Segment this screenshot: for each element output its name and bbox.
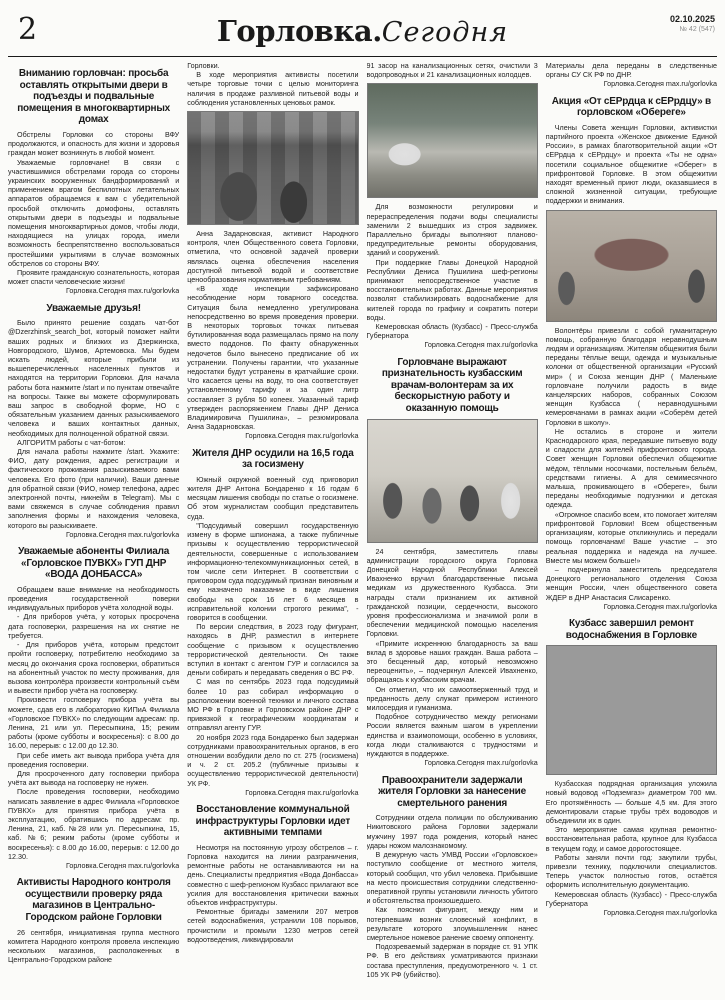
headline-obereg-action: Акция «От сЕРрдца к сЕРрдцу» в горловском «Обереге»: [551, 95, 711, 119]
article-para: Как пояснил фигурант, между ним и потерпевшим возник словесный конфликт, в результате которого злоумышленник нанес смертельное ножевое ранение своему оппоненту.: [366, 905, 538, 942]
headline-treason-sentence: Жителя ДНР осудили на 16,5 года за госизмену: [192, 447, 354, 471]
article-para: Проявите гражданскую сознательность, которая может спасти человеческие жизни!: [8, 268, 180, 287]
article-para: «Огромное спасибо всем, кто помогает жителям прифронтовой Горловки! Всем общественным организациям, которые откликнулись и передали помощь горловчанам! Ваше участие – это реальная поддержка и надежда на лучшее. Вместе мы можем больше!»: [545, 509, 717, 565]
article-sig: Горловка.Сегодня max.ru/gorlovka: [66, 286, 180, 296]
article-cont: Материалы дела переданы в следственные органы СУ СК РФ по ДНР.: [545, 61, 717, 80]
store-inspection-photo: [187, 111, 358, 225]
article-para: - Для приборов учёта, которым предстоит пройти госповерку, потребителю необходимо за месяц до окончания срока госповерки, обратиться на абонентный участок по месту проживания, для вызова контролёра произвести контрольный съём и вывести прибор учёта на госповерку.: [8, 640, 180, 696]
article-para: 20 ноября 2023 года Бондаренко был задержан сотрудниками правоохранительных органов, в его отношении возбудили дело по ст. 275 (госизмена) и ч. 2 ст. 205.2 (публичные призывы к осуществлению террористической деятельности) УК РФ.: [187, 732, 359, 788]
article-cont: 91 засор на канализационных сетях, очистили 3 водопроводных и 21 канализационных колодцев.: [366, 61, 538, 80]
column-4: [546, 61, 717, 997]
article-para: "Подсудимый совершил государственную измену в форме шпионажа, а также публичные призывы к осуществлению террористической деятельности, совершенные с использованием информационно-телекоммуникационных сетей, в том числе сети Интернет. В соответствии с приговором суда подсудимый признан виновным и ему назначено наказание в виде лишения свободы на срок 16 лет 6 месяцев в исправительной колонии строгого режима", - говорится в сообщении.: [187, 520, 359, 622]
page-number: 2: [18, 12, 38, 47]
article-para: Члены Совета женщин Горловки, активистки партийного проекта «Женское движение Единой России», в рамках благотворительной акции «От сЕРрдца к сЕРрдцу» и проекта «Ты не одна» посетили социальное общежитие «Оберег» в прифронтовой Горловке. В этом общежитии находят временный приют люди, оказавшиеся в сложной жизненной ситуации, требующие поддержки и внимания.: [545, 122, 717, 206]
article-para: АЛГОРИТМ работы с чат-ботом:: [17, 437, 126, 447]
issue-date: 02.10.2025: [669, 14, 715, 24]
headline-detained: Правоохранители задержали жителя Горловки за нанесение смертельного ранения: [378, 774, 526, 809]
article-para: При поддержке Главы Донецкой Народной Республики Дениса Пушилина шеф-регионы принимают непосредственное участие в восстановительных работах. Данные мероприятия позволят стабилизировать водоснабжение для жителей города по графику и сократить потери воды.: [366, 257, 538, 322]
street-repair-photo: [367, 83, 538, 198]
article-para: Несмотря на постоянную угрозу обстрелов – г. Горловка находится на линии разграничения, ремонтные работы не останавливаются ни на день. Специалисты предприятия «Вода Донбасса» совместно с шеф-регионом Кузбасс прилагают все усилия для восстановления критически важных объектов инфраструктуры.: [187, 842, 359, 907]
article-sig: Горловка.Сегодня max.ru/gorlovka: [603, 601, 717, 611]
article-para: Уважаемые горловчане! В связи с участившимися обстрелами города со стороны украинских вооруженных бандформирований и применением врагом беспилотных летательных аппаратов обращаемся к вам с убедительной просьбой отключить домофоны, оставлять открытыми двери в подъезды и подвальные помещения многоквартирных домов, чтобы люди, находящиеся на улицах города, имели возможность беспрепятственно воспользоваться простейшими укрытиями в случае возможных обстрелов со стороны ВФУ.: [8, 157, 180, 268]
article-sig: Горловка.Сегодня max.ru/gorlovka: [603, 907, 717, 917]
headline-kuzbass-water: Кузбасс завершил ремонт водоснабжения в Горловке: [565, 617, 697, 641]
doctors-awards-photo: [367, 419, 538, 543]
article-para: С мая по сентябрь 2023 года подсудимый более 10 раз собирал информацию о расположении военной техники и личного состава МО РФ в Горловке и Горловском районе ДНР с привязкой к географическим координатам и отправлял агенту ГУР.: [187, 677, 359, 733]
article-para: Кемеровская область (Кузбасс) - Пресс-служба Губернатора: [545, 889, 717, 908]
headline-dear-friends: Уважаемые друзья!: [46, 302, 141, 314]
article-sig: Горловка.Сегодня max.ru/gorlovka: [603, 79, 717, 89]
shelter-group-photo: [546, 210, 717, 322]
article-para: - Для приборов учёта, у которых просрочена дата госповерки, разрешения на их снятие не требуется.: [8, 612, 180, 640]
article-para: Для начала работы нажмите /start. Укажите: ФИО, дату рождения, адрес регистрации и фактического проживания разыскиваемого вами человека. Его фото (при наличии). Ваши данные для обратной связи (ФИО, номер телефона, адрес электронной почты, никнейм в Telegram). Мы с вами свяжемся в случае соблюдения правил заполнения формы и нахождения человека, которого вы разыскиваете.: [8, 447, 180, 530]
masthead: [8, 14, 717, 48]
article-para: 26 сентября, инициативная группа местного комитета Народного контроля провела инспекцию нескольких магазинов, расположенных в Центрально-Городском районе: [8, 927, 180, 965]
article-para: После проведения госповерки, необходимо написать заявление в адрес Филиала «Горловское ПУВКХ» для принятия прибора учёта в эксплуатацию, обратившись по адресам: пр. Ленина, 21, каб. №28 или ул. Пересыпкина, 15, каб. №6; режим работы (кроме субботы и воскресенья): с 8.00 до 16.00, перерыв: с 12.00 до 12.30.: [8, 787, 180, 861]
article-cont: Горловки.: [187, 61, 220, 70]
headline-narodny-kontrol: Активисты Народного контроля осуществили проверку ряда магазинов в Центрально-Городском районе Горловки: [16, 877, 171, 923]
headline-open-doors: Вниманию горловчан: просьба оставлять открытыми двери в подъезды и подвальные помещения в многоквартирных домах: [17, 68, 171, 126]
article-para: Для возможности регулировки и перераспределения подачи воды специалисты заменили 2 вышедших из строя задвижек. Параллельно бригады выполняют планово-предупредительные ремонты оборудования, зданий и сооружений.: [366, 202, 538, 258]
article-sig: Горловка.Сегодня max.ru/gorlovka: [66, 860, 180, 870]
article-para: Волонтёры привезли с собой гуманитарную помощь, собранную благодаря неравнодушным людям и организациям. Жителям общежития были переданы тёплые вещи, одежда и музыкальные колонки от общественной организации «Русский мир» ( и Союза женщин ДНР ( Маленькие горловчане получили радость в виде канцелярских наборов, собранных Союзом женщин Кузбасса ( неравнодушными кемеровчанами в рамках акции «Соберём детей Горловки в школу».: [545, 325, 717, 427]
article-sig: Горловка.Сегодня max.ru/gorlovka: [245, 787, 359, 797]
article-para: 24 сентября, заместитель главы администрации городского округа Горловка Донецкой Народной Республики Алексей Ивахненко вручил благодарственные письма медикам из дружественного Кузбасса. Эти награды стали признанием их активной гражданской позиции, сердечности, высокого уровня профессионализма и значимой роли в обеспечении медицинской помощью населения Горловки.: [366, 546, 538, 639]
article-sig: Горловка.Сегодня max.ru/gorlovka: [245, 431, 359, 441]
headline-infrastructure: Восстановление коммунальной инфраструктуры Горловки идет активными темпами: [195, 803, 351, 839]
article-para: При себе иметь акт вывода прибора учёта для проведения госповерки.: [8, 750, 180, 769]
column-2: [187, 61, 358, 997]
article-para: Это мероприятие самая крупная ремонтно-восстановительная работа, крупное для Кузбасса в текущем году, и самое дорогостоящее.: [545, 825, 717, 853]
article-para: Подозреваемый задержан в порядке ст. 91 УПК РФ. В его действиях усматриваются признаки состава преступления, предусмотренного ч. 1 ст. 105 УК РФ (убийство).: [366, 942, 538, 979]
article-para: Кузбасская подрядная организация уложила новый водовод «Подземгаз» диаметром 700 мм. Его протяжённость — больше 4,5 км. Для этого демонтировали старые трубы трёх водоводов и объединили их в один.: [545, 779, 717, 825]
article-para: «В ходе инспекции зафиксировано несоблюдение норм товарного соседства. Ситуация была немедленно урегулирована непосредственно во время проведения проверки. В некоторых торговых точках питьевая бутилированная вода размещалась прямо на полу вместо поддонов. По факту обнаруженных недочетов было вынесено предписание об их устранении. Получены гарантии, что указанные недостатки будут устранены в кратчайшие сроки. Что касается цены на воду, то она соответствует установленному тарифу и за один литр составляет 3 рубля 50 копеек. Указанный тариф утвержден распоряжением Главы ДНР Дениса Владимировича Пушилина», – резюмировала Анна Задарновская.: [187, 284, 359, 432]
article-para: По версии следствия, в 2023 году фигурант, находясь в ДНР, разместил в интернете сообщение с призывом к осуществлению террористической деятельности. Он также вступил в контакт с агентом ГУР и согласился за деньги собирать и передавать сведения о ВС РФ.: [187, 622, 359, 678]
column-3: [367, 61, 538, 997]
article-para: Было принято решение создать чат-бот @Dzerzhinsk_search_bot, который поможет найти ваших родных и близких из Дзержинска, Новгородского, Шумов, Артемовска. Мы будем искать людей, которые прибыли из вышеперечисленных населенных пунктов и находятся на территории Горловки. Для начала работы бота нажмите /start и по пунктам отвечайте на вопросы. Также вы можете сформулировать ваш запрос в свободной форме, НО с обязательным указанием данных разыскиваемого человека и ваших контактных данных, необходимых для полноценной обратной связи.: [8, 318, 180, 438]
column-1: [8, 61, 179, 997]
article-para: Работы заняли почти год: закупили трубы, привезли технику, подключили специалистов. Теперь участок полностью готов, остаётся оформить исполнительную документацию.: [545, 852, 717, 890]
masthead-title: Горловка.: [216, 14, 382, 48]
headline-kuzbass-doctors: Горловчане выражают признательность кузбасским врачам-волонтерам за их бескорыстную работу и оказанную помощь: [381, 356, 523, 415]
article-para: Сотрудники отдела полиции по обслуживанию Никитовского района Горловки задержали мужчину 1997 года рождения, который нанес удары ножом малознакомому.: [366, 813, 538, 850]
article-para: «Примите искреннюю благодарность за ваш вклад в здоровье наших граждан. Ваша работа – это бесценный дар, который невозможно переоценить», – подчеркнул Алексей Ивахненко, обращаясь к кузбасским врачам.: [366, 638, 538, 685]
article-sig: Горловка.Сегодня max.ru/gorlovka: [66, 529, 180, 539]
article-para: Анна Задарновская, активист Народного контроля, член Общественного совета Горловки, отметила, что основной задачей проверки являлась оценка обеспечения населения доступной питьевой водой и соответствие ценообразования нормативным требованиям.: [187, 229, 359, 285]
issue-number: № 42 (547): [679, 26, 715, 33]
article-para: – подчеркнула заместитель председателя Донецкого регионального отделения Союза женщин России, член общественного совета ЖДЕР в ДНР Анастасия Слисаренко.: [545, 564, 717, 602]
article-para: Для просроченного дату госповерки прибора учёта акт вывода на госповерку не нужен.: [8, 768, 180, 788]
article-para: Южный окружной военный суд приговорил жителя ДНР Антона Бондаренко к 16 годам 6 месяцам лишения свободы по статье о госизмене. Об этом журналистам сообщил представитель суда.: [187, 474, 359, 521]
article-para: Ремонтные бригады заменили 207 метров сетей водоснабжения, устранили 108 порывов, прочистили и промыли 1230 метров сетей водоотведения, ликвидировали: [187, 907, 359, 944]
article-para: В дежурную часть УМВД России «Горловское» поступило сообщение от местного жителя, который сообщил, что убил человека. Прибывшие на место происшествия сотрудники следственно-оперативной группы установили личность убитого и обстоятельства произошедшего.: [366, 850, 538, 906]
headline-voda-donbassa: Уважаемые абоненты Филиала «Горловское ПУВКХ» ГУП ДНР «ВОДА ДОНБАССА»: [18, 546, 170, 581]
article-para: Обстрелы Горловки со стороны ВФУ продолжаются, и опасность для жизни и здоровья граждан может возникнуть в любой момент.: [8, 129, 180, 158]
article-para: Не остались в стороне и жители Краснодарского края, передавшие питьевую воду и сладости для жителей прифронтового города. Совет женщин Горловки обеспечил общежитие мёдом, тёплыми носочками, постельным бельём, средствами гигиены. А для семимесячного малыша, проживающего в «Обереге», были переданы необходимые подгузники и детская одежда.: [545, 426, 717, 510]
article-sig: Горловка.Сегодня max.ru/gorlovka: [424, 758, 538, 768]
columns: [0, 57, 725, 997]
article-para: Произвести госповерку прибора учёта вы можете, сдав его в лабораторию КИПиА Филиала «Горловское ПУВКХ» по следующим адресам: пр. Ленина, 21 или ул. Пересыпкина, 15; режим работы (кроме субботы и воскресенья): с 8.00 до 16.00, перерыв: с 12.00 до 12.30.: [8, 695, 180, 751]
date-block: [670, 14, 715, 33]
article-para: В ходе мероприятия активисты посетили четыре торговые точки с целью мониторинга наличия в продаже разливной питьевой воды и соблюдения установленных ценовых рамок.: [187, 70, 359, 107]
pipeline-trench-photo: [546, 645, 717, 775]
article-para: Он отметил, что их самоотверженный труд и преданность делу служат примером истинного милосердия и гуманизма.: [366, 684, 538, 713]
article-para: Кемеровская область (Кузбасс) - Пресс-служба Губернатора: [366, 322, 538, 341]
masthead-subtitle: Сегодня: [381, 17, 509, 48]
page-header: [8, 0, 717, 57]
article-sig: Горловка.Сегодня max.ru/gorlovka: [424, 340, 538, 350]
article-para: Подобное сотрудничество между регионами России является важным шагом в укреплении единства и взаимопомощи, особенно в условиях, когда люди сталкиваются с трудностями и нуждаются в поддержке.: [366, 712, 538, 759]
article-para: Обращаем ваше внимание на необходимость проведения государственной поверки индивидуальных приборов учёта холодной воды.: [8, 584, 180, 613]
